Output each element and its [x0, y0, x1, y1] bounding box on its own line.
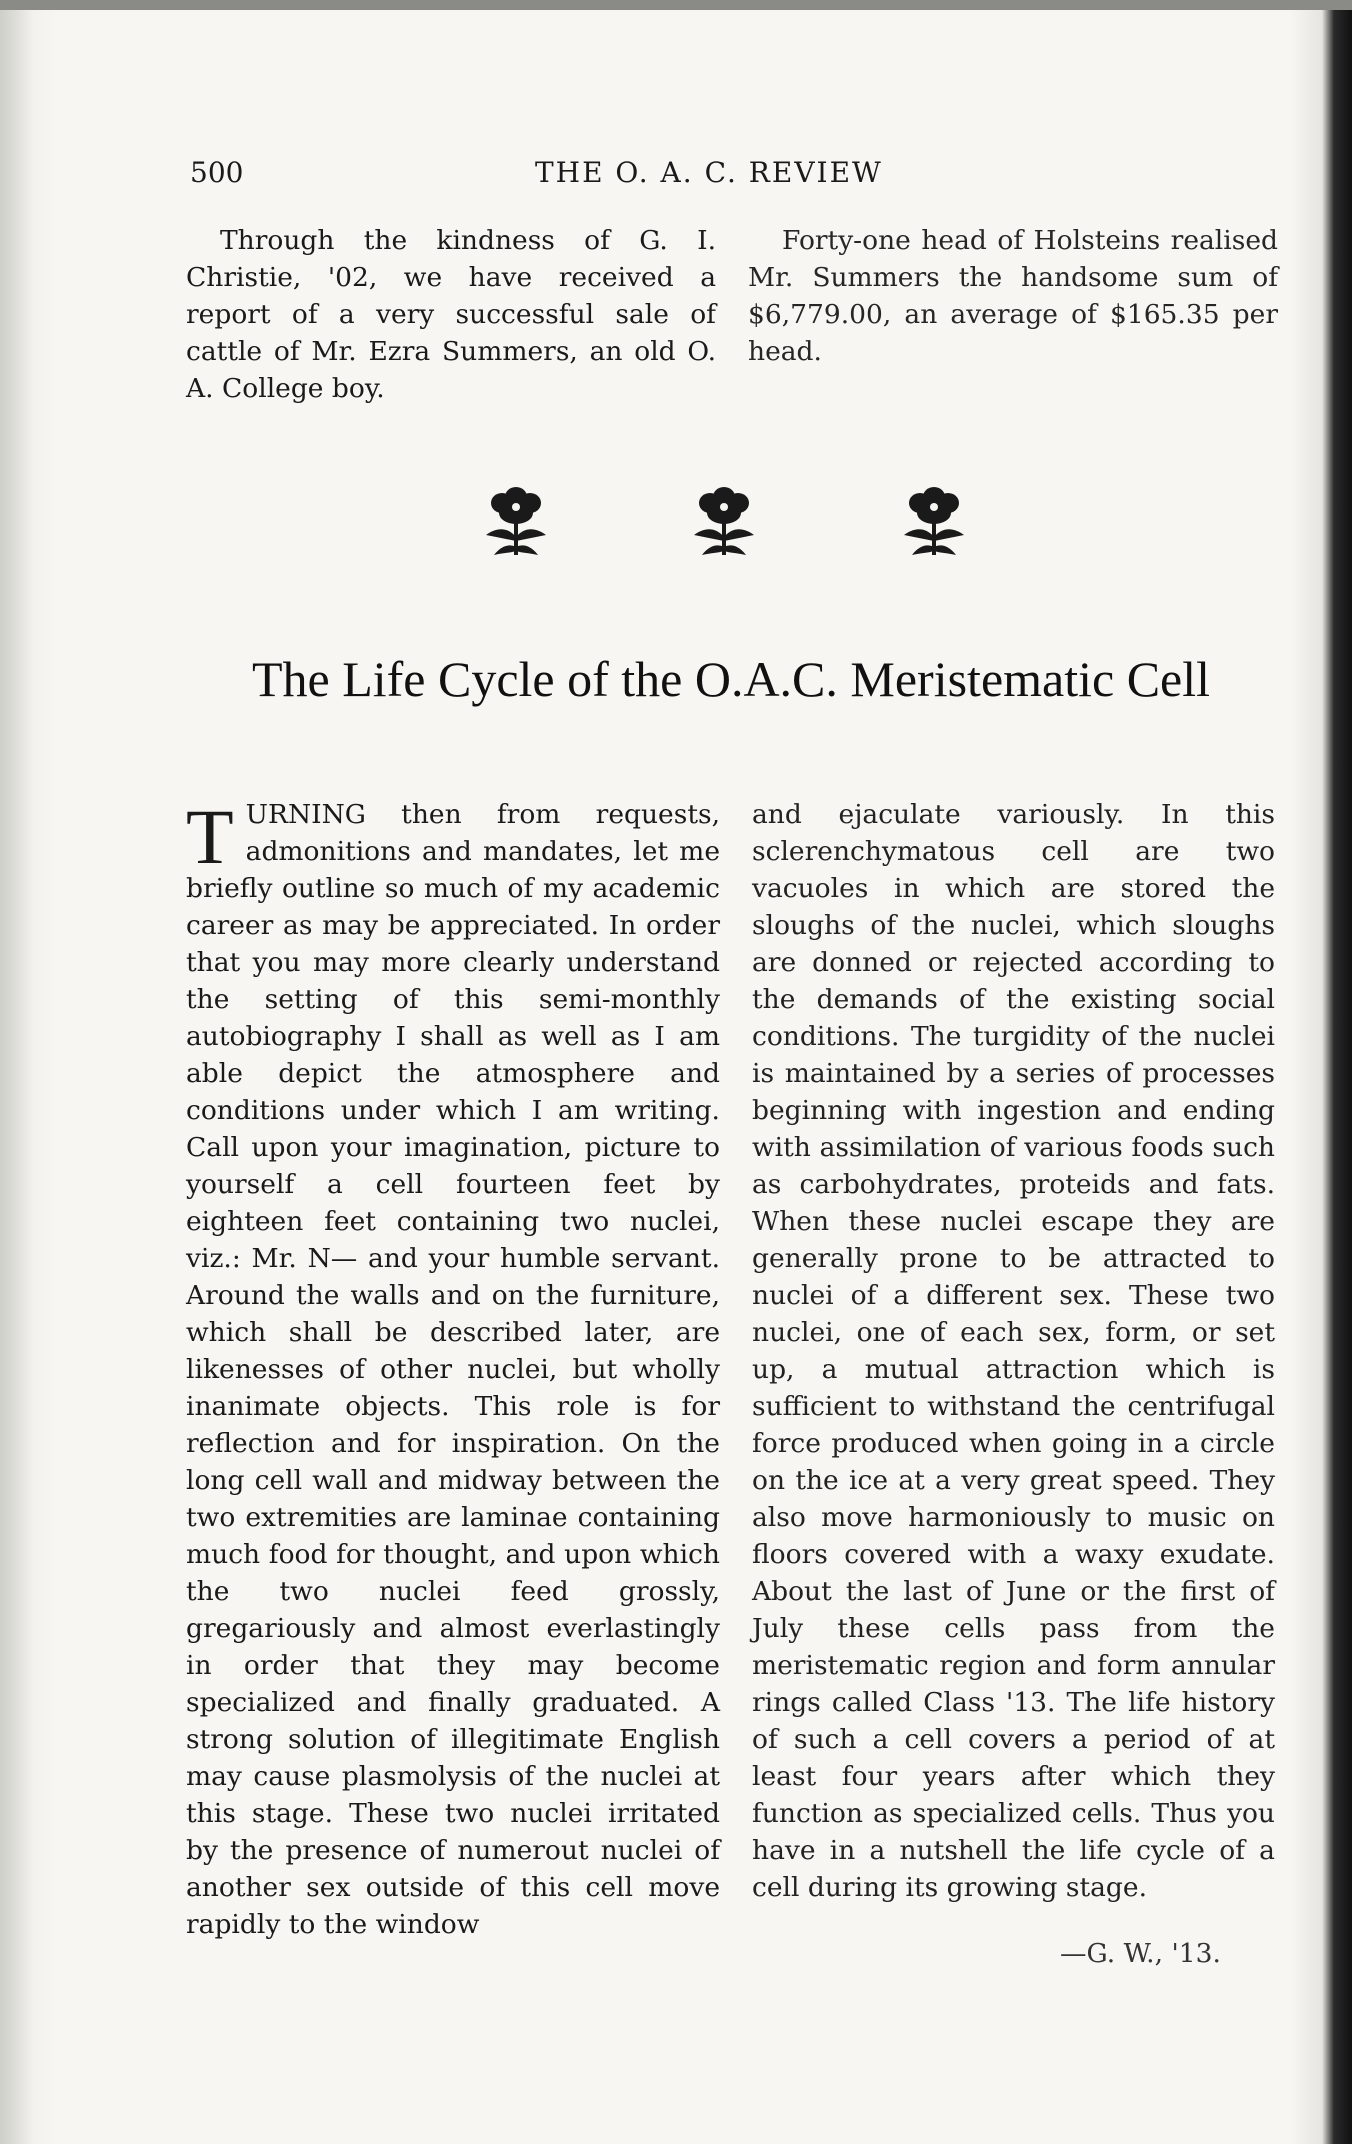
- article-title: The Life Cycle of the O.A.C. Meristematic Cell: [251, 651, 1211, 707]
- drop-cap: T: [186, 793, 234, 880]
- news-note-left-text: Through the kindness of G. I. Christie, '02, we have received a report of a very successful sale of cattle of Mr. Ezra Summers, an old O. A. College boy.: [186, 225, 716, 404]
- news-note-left-column: [186, 222, 716, 407]
- running-header: [190, 156, 1240, 196]
- journal-title: THE O. A. C. REVIEW: [535, 156, 883, 189]
- news-note-right-column: [748, 222, 1278, 370]
- news-note-right-text: Forty-one head of Holsteins realised Mr. Summers the handsome sum of $6,779.00, an average of $165.35 per head.: [748, 225, 1278, 367]
- flower-ornament-icon: [898, 483, 970, 559]
- ornament-divider: [480, 483, 1000, 563]
- article-right-text: and ejaculate variously. In this sclerenchymatous cell are two vacuoles in which are stored the sloughs of the nuclei, which sloughs are donned or rejected according to the demands of the existing social conditions. The turgidity of the nuclei is maintained by a series of processes beginning with ingestion and ending with assimilation of various foods such as carbohydrates, proteids and fats. When these nuclei escape they are generally prone to be attracted to nuclei of a different sex. These two nuclei, one of each sex, form, or set up, a mutual attraction which is sufficient to withstand the centrifugal force produced when going in a circle on the ice at a very great speed. They also move harmoniously to music on floors covered with a waxy exudate. About the last of June or the first of July these cells pass from the meristematic region and form annular rings called Class '13. The life history of such a cell covers a period of at least four years after which they function as specialized cells. Thus you have in a nutshell the life cycle of a cell during its growing stage.: [752, 799, 1275, 1903]
- article-right-column: [752, 796, 1275, 1906]
- page-number: 500: [190, 156, 244, 189]
- article-left-text: URNING then from requests, admonitions and mandates, let me briefly outline so much of my academic career as may be appreciated. In order that you may more clearly understand the setting of this semi-monthly autobiography I shall as well as I am able depict the atmosphere and conditions under which I am writing. Call upon your imagination, picture to yourself a cell fourteen feet by eighteen feet containing two nuclei, viz.: Mr. N— and your humble servant. Around the walls and on the furniture, which shall be described later, are likenesses of other nuclei, but wholly inanimate objects. This role is for reflection and for inspiration. On the long cell wall and midway between the two extremities are laminae containing much food for thought, and upon which the two nuclei feed grossly, gregariously and almost everlastingly in order that they may become specialized and finally graduated. A strong solution of illegitimate English may cause plasmolysis of the nuclei at this stage. These two nuclei irritated by the presence of numerout nuclei of another sex outside of this cell move rapidly to the window: [186, 799, 720, 1940]
- flower-ornament-icon: [688, 483, 760, 559]
- article-left-column: [186, 793, 720, 1943]
- author-signature: —G. W., '13.: [1060, 1938, 1221, 1969]
- flower-ornament-icon: [480, 483, 552, 559]
